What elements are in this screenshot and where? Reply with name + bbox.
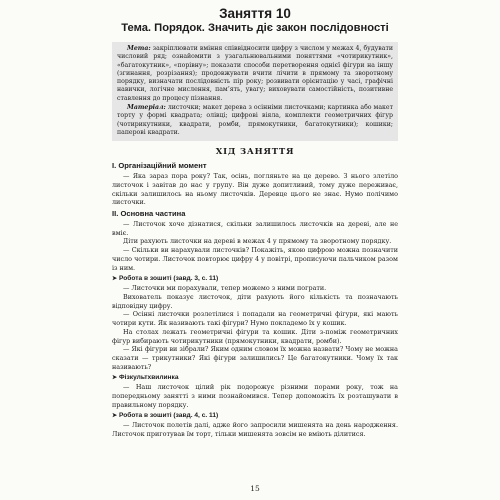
paragraph: Вихователь показує листочок, діти рахують його кількість та позначають відповідну цифру. bbox=[112, 293, 398, 310]
section-heading-main: II. Основна частина bbox=[112, 209, 186, 219]
plan-heading: ХІД ЗАНЯТТЯ bbox=[215, 147, 295, 158]
goal-label: Мета: bbox=[127, 45, 151, 52]
task-heading-notebook-3 bbox=[112, 274, 398, 284]
materials-text: листочки; макет дерева з осінніми листочками; картинка або макет торту у формі квадрата; олівці; цифрові віяла, комплекти геометричних фігур (чотирикутники, квадрати, ромби, прямокутники, багатокутники); кошики; паперові квадрати. bbox=[117, 104, 394, 136]
goal-text: закріплювати вміння співвідносити цифру з числом у межах 4, будувати числовий ряд; ознайомити з узагальнювальними поняттями «чотирикутник», «багатокутник», «порівну»; показати способи перетворення однієї фігури на іншу (згинання, розрізання); продовжувати вчити лічити в прямому та зворотному порядку, визначати послідовність пір року; розвивати орієнтацію у часі, графічні навички, логічне мислення, пам’ять, увагу; виховувати самостійність, позитивне ставлення до процесу пізнання. bbox=[117, 45, 393, 102]
arrow-bullet-icon: ➤ bbox=[112, 276, 118, 283]
lesson-topic: Тема. Порядок. Значить діє закон послідовності bbox=[121, 22, 389, 34]
arrow-bullet-icon: ➤ bbox=[112, 375, 118, 382]
paragraph: Діти рахують листочки на дереві в межах 4 у прямому та зворотному порядку. bbox=[123, 237, 392, 246]
task-heading-notebook-4 bbox=[112, 411, 398, 421]
task-heading-exercise bbox=[112, 373, 398, 383]
paragraph: — Листочок хоче дізнатися, скільки залишилось листочків на дереві, але не вміє. bbox=[112, 220, 398, 237]
paragraph: На столах лежать геометричні фігури та кошик. Діти з-поміж геометричних фігур вибирають чотирикутники (прямокутники, квадрати, ромби). bbox=[112, 327, 398, 345]
arrow-bullet-icon: ➤ bbox=[112, 413, 118, 420]
section-heading-organizational: I. Організаційний момент bbox=[112, 161, 207, 171]
paragraph: — Які фігури ви зібрали? Яким одним словом їх можна назвати? Чому не можна сказати — трикутники? Які фігури залишились? Це багатокутники. Чому їх так називають? bbox=[112, 345, 398, 371]
goal-paragraph bbox=[117, 45, 393, 103]
task-heading-text: Робота в зошиті (завд. 4, с. 11) bbox=[119, 412, 219, 420]
goals-box bbox=[112, 42, 398, 141]
document-page bbox=[112, 6, 398, 494]
materials-label: Матеріал: bbox=[127, 104, 166, 112]
paragraph: — Яка зараз пора року? Так, осінь, погляньте на це дерево. З нього злетіло листочок і завітав до нас у групу. Він дуже допитливий, тому дуже переживає, скільки залишилось на ньому листочків. Деревце цього не знає. Нумо полічимо листочки. bbox=[112, 172, 398, 207]
paragraph: — Наш листочок цілий рік подорожує різними порами року, тож на попередньому занятті з ними познайомився. Тепер допоможіть їх розташувати в правильному порядку. bbox=[112, 383, 398, 409]
lesson-title: Заняття 10 bbox=[219, 6, 291, 21]
paragraph: — Листочок полетів далі, адже його запросили мишенята на день народження. Листочок приготував їм торт, тільки мишенята зовсім не вміють ділитися. bbox=[112, 421, 398, 439]
materials-paragraph bbox=[117, 104, 393, 137]
paragraph: — Листочки ми порахували, тепер можемо з ними пограти. bbox=[123, 284, 327, 293]
paragraph: — Осінні листочки розлетілися і попадали на геометричні фігури, які мають чотири кути. Як називають такі фігури? Нумо покладемо їх у кошик. bbox=[112, 310, 398, 328]
paragraph: — Скільки ви нарахували листочків? Покажіть, якою цифрою можна позначити число чотири. Листочок повторює цифру 4 у повітрі, прописуючи пальчиком разом із ним. bbox=[112, 246, 398, 272]
task-heading-text: Фізкультхвилинка bbox=[119, 374, 179, 382]
page-number: 15 bbox=[250, 484, 260, 493]
task-heading-text: Робота в зошиті (завд. 3, с. 11) bbox=[119, 275, 219, 283]
